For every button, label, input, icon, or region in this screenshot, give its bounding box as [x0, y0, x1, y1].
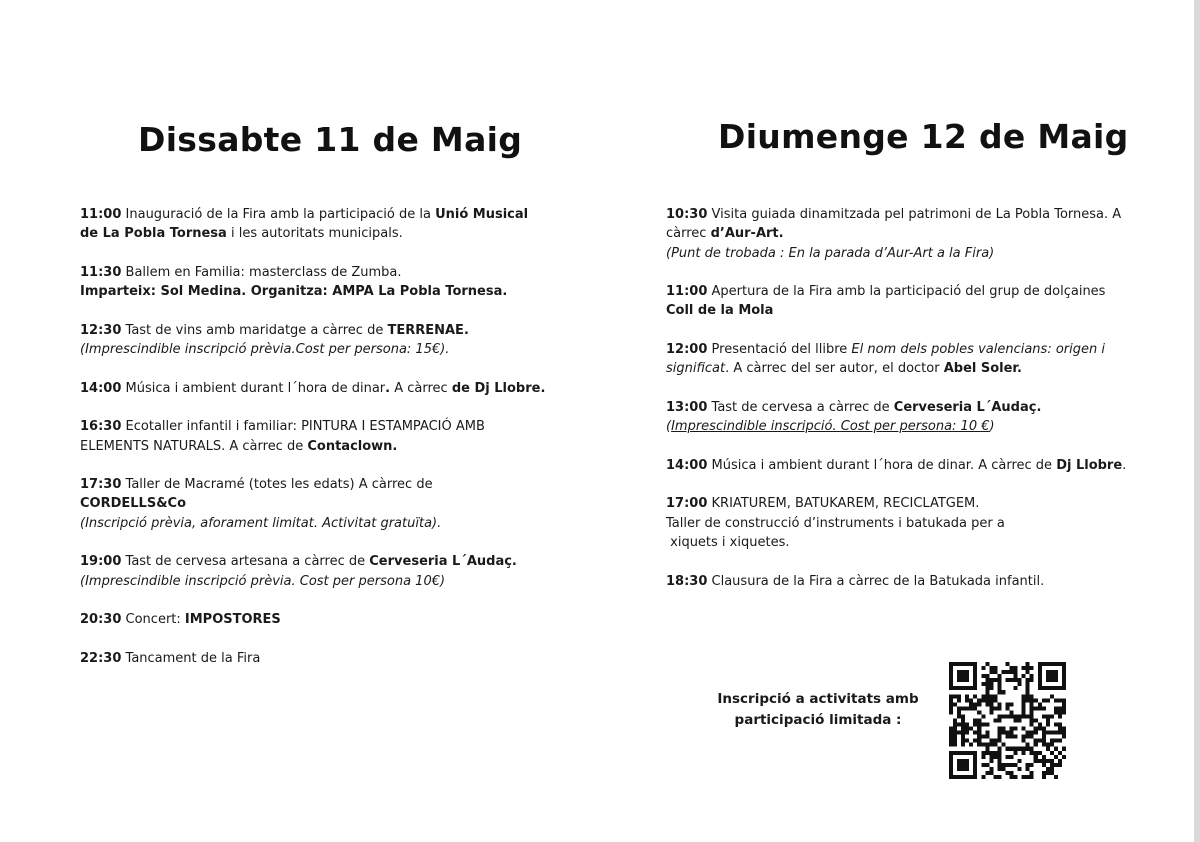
- list-item: 17:00 KRIATUREM, BATUKAREM, RECICLATGEM. Taller de construcció d’instruments i batukada per a xiquets i xiquetes.: [666, 496, 1005, 551]
- event-time: 16:30: [80, 419, 122, 435]
- event-time: 18:30: [666, 573, 708, 589]
- sunday-title: Diumenge 12 de Maig: [718, 117, 1129, 156]
- list-item: 12:00 Presentació del llibre El nom dels pobles valencians: origen i significat. A càrrec del ser autor, el doctor Abel Soler.: [666, 342, 1105, 377]
- list-item: 12:30 Tast de vins amb maridatge a càrrec de TERRENAE. (Imprescindible inscripció prèvia.Cost per persona: 15€).: [80, 321, 550, 360]
- event-note: (Imprescindible inscripció prèvia.Cost per persona: 15€).: [80, 342, 450, 358]
- list-item: 17:30 Taller de Macramé (totes les edats) A càrrec de CORDELLS&Co (Inscripció prèvia, aforament limitat. Activitat gratuïta).: [80, 475, 550, 533]
- list-item: 11:00 Apertura de la Fira amb la participació del grup de dolçaines Coll de la Mola: [666, 284, 1106, 319]
- list-item: 14:00 Música i ambient durant l´hora de dinar. A càrrec de Dj Llobre.: [80, 380, 546, 396]
- list-item: 11:00 Inauguració de la Fira amb la participació de la Unió Musical de La Pobla Tornesa i les autoritats municipals.: [80, 207, 529, 242]
- list-item: 22:30 Tancament de la Fira: [80, 650, 261, 666]
- list-item: 11:30 Ballem en Familia: masterclass de Zumba. Imparteix: Sol Medina. Organitza: AMPA La Pobla Tornesa.: [80, 264, 508, 300]
- event-time: 11:30: [80, 264, 122, 280]
- list-item: 10:30 Visita guiada dinamitzada pel patrimoni de La Pobla Tornesa. A càrrec d’Aur-Art. (Punt de trobada : En la parada d’Aur-Art a la Fira): [666, 205, 1136, 263]
- list-item: 14:00 Música i ambient durant l´hora de dinar. A càrrec de Dj Llobre.: [666, 457, 1127, 473]
- page-edge: [1194, 0, 1200, 842]
- event-time: 12:30: [80, 322, 122, 338]
- list-item: 19:00 Tast de cervesa artesana a càrrec de Cerveseria L´Audaç. (Imprescindible inscripció prèvia. Cost per persona 10€): [80, 552, 550, 591]
- event-time: 14:00: [80, 380, 122, 396]
- event-note: (Inscripció prèvia, aforament limitat. Activitat gratuïta).: [80, 515, 442, 531]
- event-time: 10:30: [666, 207, 708, 222]
- list-item: 16:30 Ecotaller infantil i familiar: PINTURA I ESTAMPACIÓ AMB ELEMENTS NATURALS. A càrrec de Contaclown.: [80, 419, 485, 454]
- event-time: 20:30: [80, 612, 122, 628]
- registration-label: Inscripció a activitats amb participació limitada :: [717, 691, 919, 728]
- book-title: El nom dels pobles valencians: origen i significat: [666, 342, 1105, 377]
- list-item: 18:30 Clausura de la Fira a càrrec de la Batukada infantil.: [666, 573, 1045, 589]
- event-time: 12:00: [666, 342, 708, 358]
- sunday-events: [666, 205, 1136, 610]
- event-time: 11:00: [666, 284, 708, 300]
- saturday-events: [80, 205, 550, 687]
- event-note: (Punt de trobada : En la parada d’Aur-Art a la Fira): [666, 245, 995, 261]
- event-time: 14:00: [666, 457, 708, 473]
- saturday-title: Dissabte 11 de Maig: [138, 120, 523, 159]
- event-note: (Imprescindible inscripció. Cost per persona: 10 €): [666, 419, 995, 435]
- event-time: 13:00: [666, 399, 708, 415]
- list-item: 13:00 Tast de cervesa a càrrec de Cerveseria L´Audaç. (Imprescindible inscripció. Cost per persona: 10 €): [666, 398, 1136, 437]
- event-note: (Imprescindible inscripció prèvia. Cost per persona 10€): [80, 573, 446, 589]
- list-item: 20:30 Concert: IMPOSTORES: [80, 612, 281, 628]
- event-time: 11:00: [80, 207, 122, 222]
- event-time: 19:00: [80, 554, 122, 570]
- event-time: 17:00: [666, 496, 708, 512]
- qr-code-icon[interactable]: [949, 662, 1066, 779]
- event-time: 22:30: [80, 650, 122, 666]
- event-time: 17:30: [80, 477, 122, 493]
